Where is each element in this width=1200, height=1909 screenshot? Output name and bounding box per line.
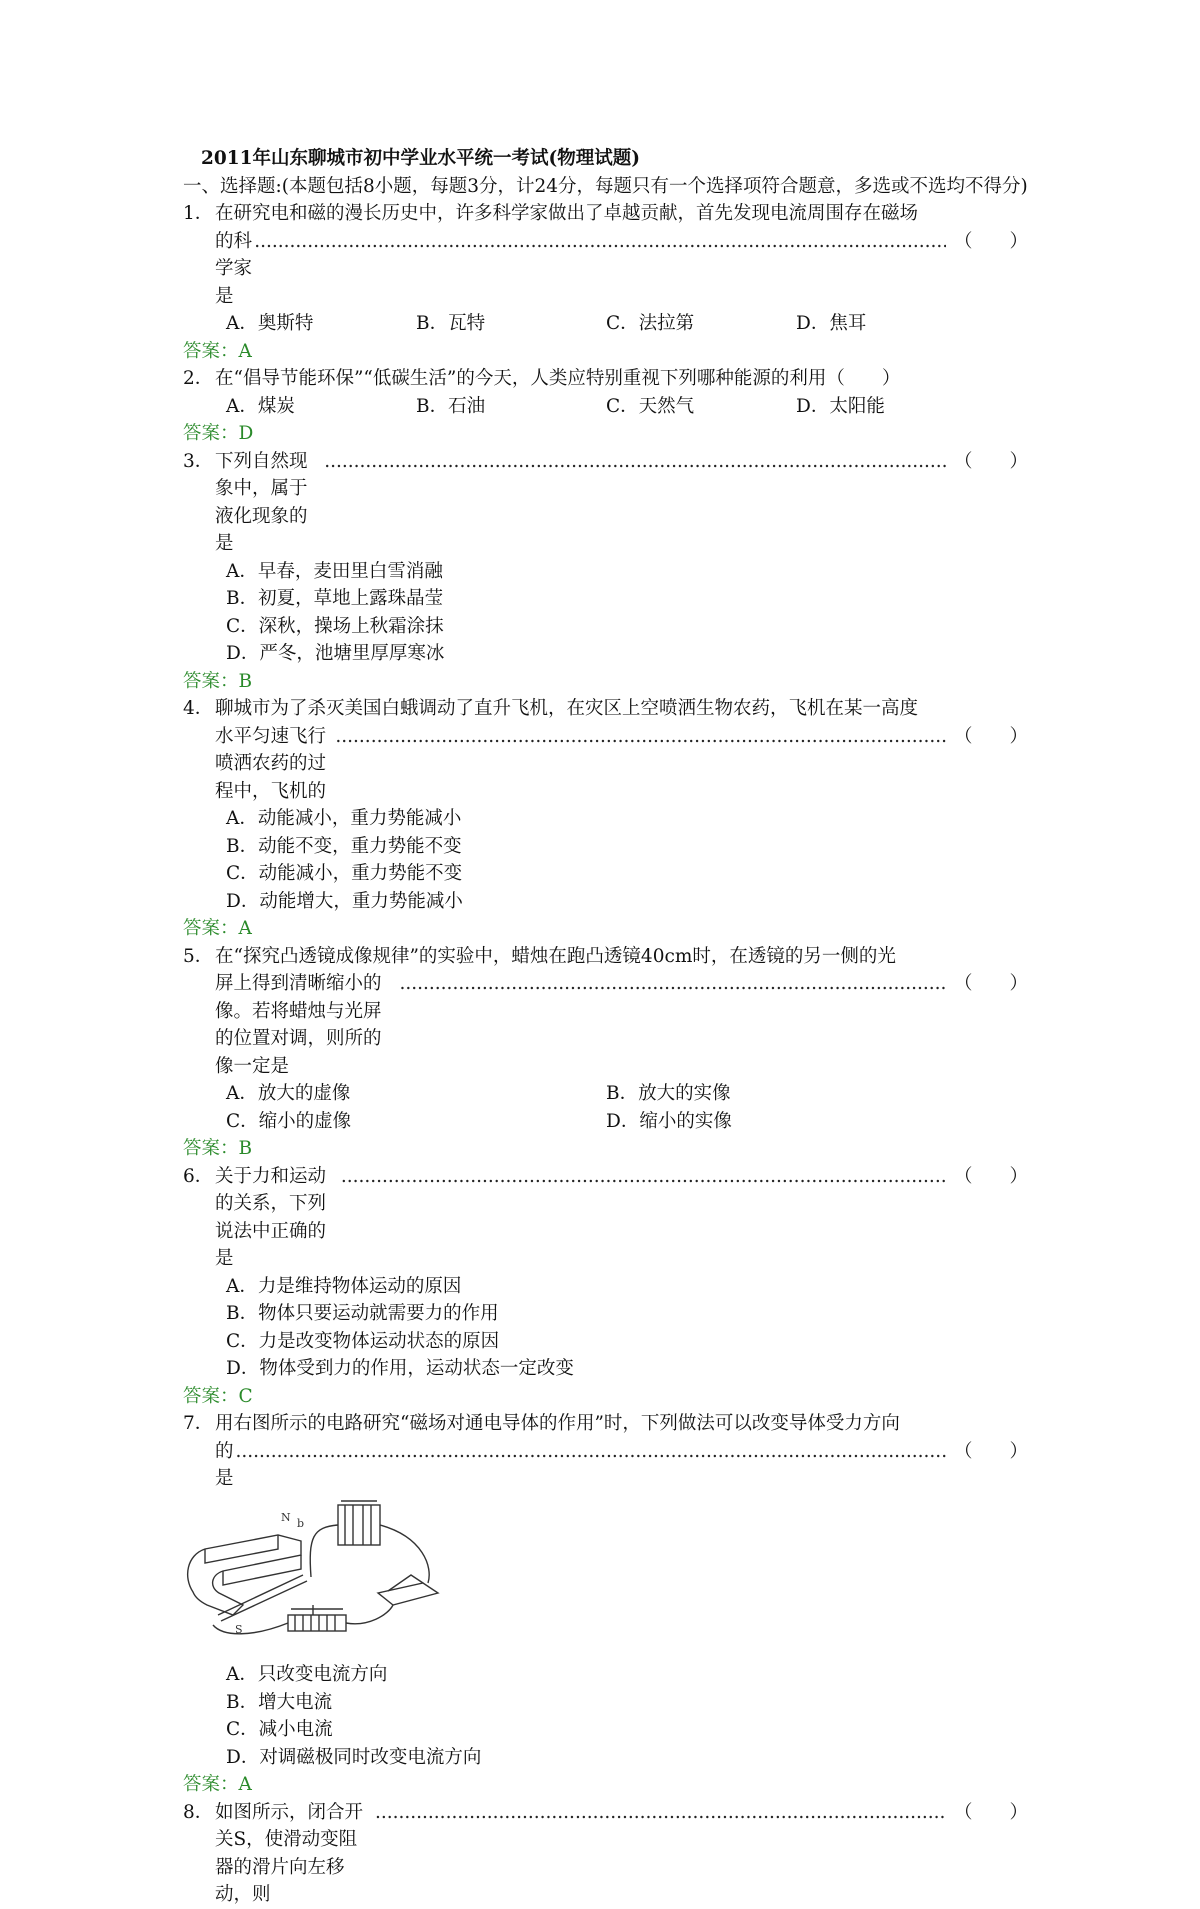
leader-dots	[335, 723, 946, 751]
answer-blank: （ ）	[953, 725, 1028, 747]
option-a: A．煤炭	[226, 395, 295, 417]
figure-label-n: N	[281, 1510, 291, 1524]
question-number: 7．	[183, 1413, 214, 1434]
answer-blank: （ ）	[953, 1801, 1028, 1823]
question-stem: 如图所示，闭合开关S，使滑动变阻器的滑片向左移动，则	[215, 1801, 364, 1905]
question-5	[183, 943, 1028, 1163]
wire	[380, 1525, 429, 1583]
option-a: A．力是维持物体运动的原因	[226, 1275, 462, 1297]
leader-dots	[400, 970, 946, 998]
option-c: C．缩小的虚像	[226, 1110, 352, 1132]
option-d: D．对调磁极同时改变电流方向	[226, 1746, 482, 1768]
answer-key: 答案：A	[183, 918, 252, 939]
question-7	[183, 1410, 1028, 1799]
wire	[213, 1623, 288, 1634]
circuit-figure	[183, 1497, 453, 1647]
question-3	[183, 448, 1028, 696]
option-c: C．力是改变物体运动状态的原因	[226, 1330, 500, 1352]
question-6	[183, 1163, 1028, 1411]
option-b: B．石油	[416, 395, 486, 417]
option-c: C．天然气	[606, 395, 695, 417]
option-d: D．物体受到力的作用，运动状态一定改变	[226, 1358, 574, 1379]
question-number: 8．	[183, 1801, 214, 1823]
option-a: A．动能减小，重力势能减小	[226, 808, 462, 829]
section-heading: 一、选择题:(本题包括8小题，每题3分，计24分，每题只有一个选择项符合题意，多选或不选均不得分)	[183, 175, 1028, 197]
question-number: 2．	[183, 368, 214, 389]
answer-key: 答案：B	[183, 1138, 253, 1159]
question-stem-continued: 水平匀速飞行喷洒农药的过程中，飞机的	[215, 725, 327, 802]
answer-blank: （ ）	[953, 230, 1028, 252]
switch-icon	[378, 1583, 438, 1605]
answer-key: 答案：B	[183, 670, 253, 692]
question-stem: 下列自然现象中，属于液化现象的是	[215, 450, 308, 554]
question-number: 6．	[183, 1165, 214, 1187]
question-stem-continued: 的科学家是	[215, 230, 253, 307]
question-number: 1．	[183, 203, 214, 224]
answer-key: 答案：C	[183, 1385, 253, 1407]
option-d: D．焦耳	[796, 313, 867, 334]
exam-page	[183, 145, 1028, 1909]
question-stem-continued: 屏上得到清晰缩小的像。若将蜡烛与光屏的位置对调，则所的像一定是	[215, 973, 382, 1077]
answer-key: 答案：D	[183, 423, 254, 444]
answer-blank: （ ）	[953, 1440, 1028, 1462]
question-stem: 聊城市为了杀灭美国白蛾调动了直升飞机，在灾区上空喷洒生物农药，飞机在某一高度	[215, 698, 919, 719]
leader-dots	[254, 228, 946, 256]
battery-icon	[338, 1505, 380, 1545]
leader-dots	[324, 448, 946, 476]
wire	[310, 1525, 338, 1577]
question-stem: 用右图所示的电路研究“磁场对通电导体的作用”时，下列做法可以改变导体受力方向	[215, 1413, 900, 1434]
option-d: D．动能增大，重力势能减小	[226, 890, 463, 912]
option-a: A．奥斯特	[226, 313, 314, 334]
wire	[346, 1605, 393, 1624]
answer-blank: （ ）	[953, 1165, 1028, 1187]
question-number: 3．	[183, 450, 214, 472]
question-number: 4．	[183, 698, 214, 719]
question-stem: 在研究电和磁的漫长历史中，许多科学家做出了卓越贡献，首先发现电流周围存在磁场	[215, 203, 919, 224]
leader-dots	[375, 1799, 946, 1827]
option-c: C．法拉第	[606, 313, 695, 334]
answer-key: 答案：A	[183, 1774, 252, 1795]
question-stem: 关于力和运动的关系，下列说法中正确的是	[215, 1165, 327, 1269]
option-a: A．只改变电流方向	[226, 1664, 388, 1685]
question-stem: 在“探究凸透镜成像规律”的实验中，蜡烛在跑凸透镜40cm时，在透镜的另一侧的光	[215, 945, 896, 967]
option-b: B．动能不变，重力势能不变	[226, 835, 462, 857]
question-2	[183, 365, 1028, 448]
option-c: C．深秋，操场上秋霜涂抹	[226, 615, 444, 637]
figure-label-b: b	[297, 1516, 305, 1530]
option-b: B．初夏，草地上露珠晶莹	[226, 588, 444, 609]
rheostat-icon	[288, 1615, 346, 1631]
option-a: A．早春，麦田里白雪消融	[226, 560, 443, 582]
answer-key: 答案：A	[183, 340, 252, 362]
question-number: 5．	[183, 945, 214, 967]
answer-blank: （ ）	[953, 973, 1028, 994]
figure-label-s: S	[235, 1622, 243, 1636]
option-d: D．严冬，池塘里厚厚寒冰	[226, 643, 445, 664]
question-stem: 在“倡导节能环保”“低碳生活”的今天，人类应特别重视下列哪种能源的利用（ ）	[215, 368, 901, 389]
option-b: B．增大电流	[226, 1691, 333, 1713]
option-b: B．物体只要运动就需要力的作用	[226, 1303, 499, 1324]
question-1	[183, 200, 1028, 365]
option-b: B．放大的实像	[606, 1083, 731, 1104]
option-c: C．减小电流	[226, 1719, 333, 1740]
question-stem-continued: 的是	[215, 1440, 234, 1489]
option-b: B．瓦特	[416, 313, 486, 334]
option-d: D．缩小的实像	[606, 1110, 732, 1132]
question-8	[183, 1799, 1028, 1909]
exam-title: 2011年山东聊城市初中学业水平统一考试(物理试题)	[201, 148, 640, 169]
option-c: C．动能减小，重力势能不变	[226, 863, 463, 884]
option-a: A．放大的虚像	[226, 1083, 351, 1104]
answer-blank: （ ）	[953, 450, 1028, 472]
option-d: D．太阳能	[796, 395, 885, 417]
leader-dots	[341, 1163, 946, 1191]
leader-dots	[236, 1438, 946, 1466]
question-4	[183, 695, 1028, 943]
